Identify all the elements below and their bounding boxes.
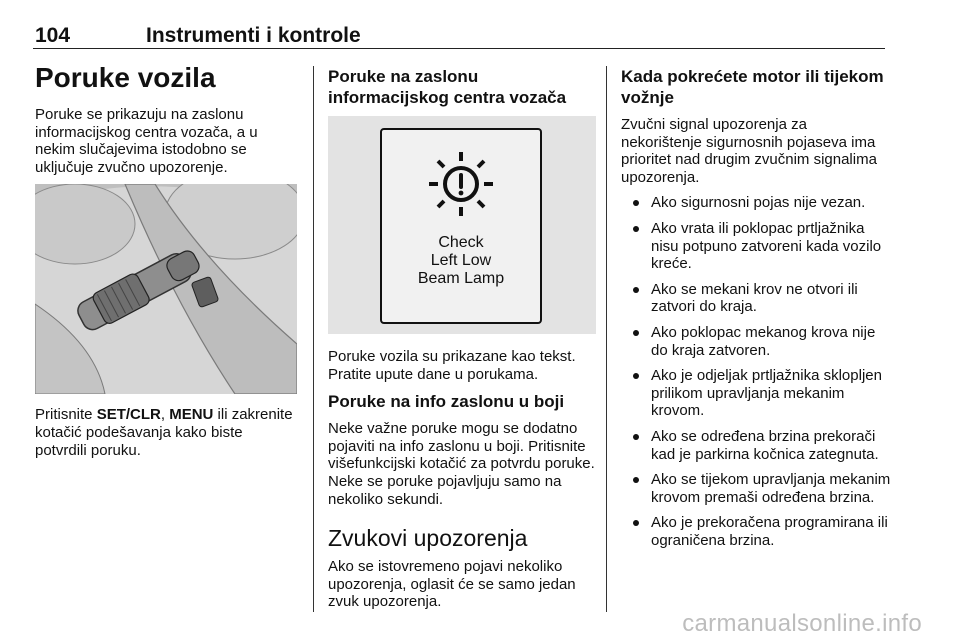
page-number: 104 — [35, 24, 71, 47]
section-title-vehicle-messages: Poruke vozila — [35, 62, 216, 93]
list-item: Ako sigurnosni pojas nije vezan. — [621, 194, 891, 212]
steering-stalk-icon — [35, 184, 297, 394]
colour-display-text: Neke važne poruke mogu se dodatno pojaviti na info zaslonu u boji. Pritisnite višefunkcijski kotačić za potvrdu poruke. Neke se poruke pojavljuju samo na nekoliko sekundi. — [328, 420, 595, 508]
watermark: carmanualsonline.info — [682, 610, 922, 637]
messages-text: Poruke vozila su prikazane kao tekst. Pratite upute dane u porukama. — [328, 348, 576, 383]
list-item: Ako vrata ili poklopac prtljažnika nisu potpuno zatvoreni kada vozilo kreće. — [621, 220, 891, 273]
column-2 — [328, 58, 596, 619]
heading-driver-info-centre: Poruke na zaslonu informacijskog centra vozača — [328, 67, 567, 107]
menu-label: MENU — [169, 406, 214, 424]
set-clr-label: SET/CLR — [96, 406, 161, 424]
heading-engine-start-driving: Kada pokrećete motor ili tijekom vožnje — [621, 67, 884, 107]
list-item: Ako je odjeljak prtljažnika sklopljen prilikom upravljanja mekanim krovom. — [621, 367, 891, 420]
warning-chimes-text: Ako se istovremeno pojavi nekoliko upozorenja, oglasit će se samo jedan zvuk upozorenja. — [328, 558, 576, 611]
display-illustration — [328, 116, 596, 334]
intro-paragraph: Poruke se prikazuju na zaslonu informacijskog centra vozača, a u nekim slučajevima istodobno se uključuje zvučno upozorenje. — [35, 106, 258, 176]
heading-warning-chimes: Zvukovi upozorenja — [328, 525, 528, 552]
stalk-control-illustration — [35, 184, 297, 394]
seatbelt-priority-text: Zvučni signal upozorenja za nekorištenje sigurnosnih pojaseva ima prioritet nad drugim zvučnim signalima upozorenja. — [621, 116, 877, 186]
chapter-title: Instrumenti i kontrole — [146, 24, 361, 47]
list-item: Ako se mekani krov ne otvori ili zatvori do kraja. — [621, 281, 891, 316]
heading-colour-info-display: Poruke na info zaslonu u boji — [328, 392, 565, 412]
confirm-instruction: Pritisnite SET/CLR, MENU ili zakrenite kotačić podešavanja kako biste potvrdili poruku. — [35, 406, 293, 459]
column-1 — [35, 58, 297, 467]
page-header — [33, 4, 885, 49]
list-item: Ako se tijekom upravljanja mekanim krovom premaši određena brzina. — [621, 471, 891, 506]
column-divider-2 — [606, 66, 607, 612]
display-message: Check Left Low Beam Lamp — [417, 234, 505, 287]
info-display-screen — [380, 128, 542, 324]
column-divider-1 — [313, 66, 314, 612]
list-item: Ako se određena brzina prekorači kad je parkirna kočnica zategnuta. — [621, 428, 891, 463]
column-3 — [621, 58, 891, 557]
list-item: Ako je prekoračena programirana ili ograničena brzina. — [621, 514, 891, 549]
list-item: Ako poklopac mekanog krova nije do kraja zatvoren. — [621, 324, 891, 359]
warning-conditions-list — [621, 194, 891, 549]
exterior-light-warning-icon — [425, 148, 497, 220]
